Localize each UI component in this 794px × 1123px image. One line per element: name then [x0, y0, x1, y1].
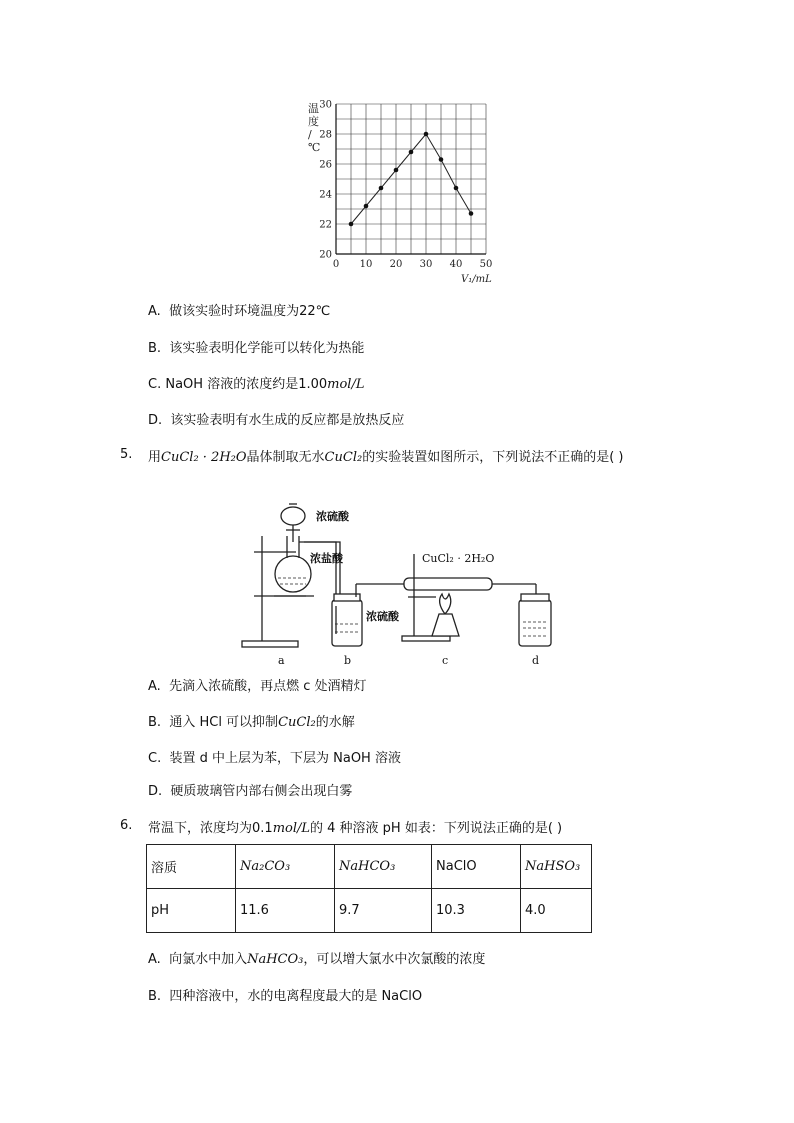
q4-option-b: B. 该实验表明化学能可以转化为热能: [148, 341, 365, 356]
table-cell: Na₂CO₃: [236, 845, 335, 889]
data-point: [364, 204, 369, 209]
q5-number: 5.: [120, 447, 133, 462]
data-point: [409, 150, 414, 155]
q6-option-b: B. 四种溶液中，水的电离程度最大的是 NaClO: [148, 989, 423, 1004]
table-cell: 9.7: [335, 889, 432, 933]
q5-option-d: D. 硬质玻璃管内部右侧会出现白雾: [148, 784, 353, 799]
data-point: [469, 211, 474, 216]
x-tick-label: 40: [449, 259, 463, 270]
label-cucl2-hydrate: CuCl₂ · 2H₂O: [422, 552, 495, 565]
data-point: [454, 186, 459, 191]
q5-option-b: B. 通入 HCl 可以抑制CuCl₂的水解: [148, 715, 355, 730]
table-cell: 溶质: [147, 845, 236, 889]
table-cell: NaHCO₃: [335, 845, 432, 889]
x-tick-label: 30: [419, 259, 433, 270]
q5-option-a: A. 先滴入浓硫酸，再点燃 c 处酒精灯: [148, 679, 367, 694]
tag-a: a: [278, 654, 285, 667]
data-point: [394, 168, 399, 173]
tag-b: b: [344, 654, 352, 667]
data-point: [439, 157, 444, 162]
x-axis-label: V₁/mL: [461, 274, 492, 285]
x-tick-labels: [333, 259, 493, 270]
q4-option-d: D. 该实验表明有水生成的反应都是放热反应: [148, 413, 405, 428]
chart-grid: [336, 104, 486, 254]
y-tick-labels: [319, 100, 332, 261]
x-tick-label: 0: [332, 259, 340, 270]
tag-d: d: [532, 654, 540, 667]
table-header-row: [147, 845, 592, 889]
table-cell: pH: [147, 889, 236, 933]
x-tick-label: 10: [359, 259, 373, 270]
y-tick-label: 28: [319, 129, 332, 141]
y-tick-label: 30: [319, 99, 332, 111]
q4-option-c: C. NaOH 溶液的浓度约是1.00mol/L: [148, 377, 365, 392]
q4-option-a: A. 做该实验时环境温度为22℃: [148, 304, 331, 319]
temperature-volume-chart: [296, 96, 506, 288]
q6-option-a: A. 向氯水中加入NaHCO₃，可以增大氯水中次氯酸的浓度: [148, 952, 486, 967]
y-axis-label: 温度/ ℃: [308, 102, 321, 154]
label-conc-hcl: 浓盐酸: [310, 552, 343, 565]
q5-option-c: C. 装置 d 中上层为苯，下层为 NaOH 溶液: [148, 751, 401, 766]
data-point: [424, 132, 429, 137]
label-conc-h2so4-top: 浓硫酸: [316, 510, 349, 523]
q6-number: 6.: [120, 818, 133, 833]
table-row: [147, 889, 592, 933]
table-cell: NaHSO₃: [521, 845, 592, 889]
q5-stem: 用CuCl₂ · 2H₂O晶体制取无水CuCl₂的实验装置如图所示，下列说法不正确的是( ): [148, 450, 624, 465]
apparatus-figure: [236, 496, 566, 668]
alcohol-lamp: [432, 614, 459, 636]
tag-c: c: [442, 654, 449, 667]
table-cell: NaClO: [432, 845, 521, 889]
hard-glass-tube-c: [404, 578, 492, 590]
bottle-d: [519, 600, 551, 646]
table-cell: 11.6: [236, 889, 335, 933]
q6-stem: 常温下，浓度均为0.1mol/L的 4 种溶液 pH 如表：下列说法正确的是( ): [148, 821, 563, 836]
x-tick-label: 50: [479, 259, 493, 270]
data-point: [379, 186, 384, 191]
data-point: [349, 222, 354, 227]
stand-base-a: [242, 641, 298, 647]
label-conc-h2so4-b: 浓硫酸: [366, 610, 399, 623]
y-tick-label: 26: [319, 159, 332, 171]
dropping-funnel: [281, 507, 305, 525]
x-tick-label: 20: [389, 259, 403, 270]
y-tick-label: 24: [319, 189, 332, 201]
y-tick-label: 20: [319, 249, 332, 261]
table-cell: 4.0: [521, 889, 592, 933]
round-flask: [275, 556, 311, 592]
y-tick-label: 22: [319, 219, 332, 231]
ph-table: [146, 844, 592, 933]
table-cell: 10.3: [432, 889, 521, 933]
